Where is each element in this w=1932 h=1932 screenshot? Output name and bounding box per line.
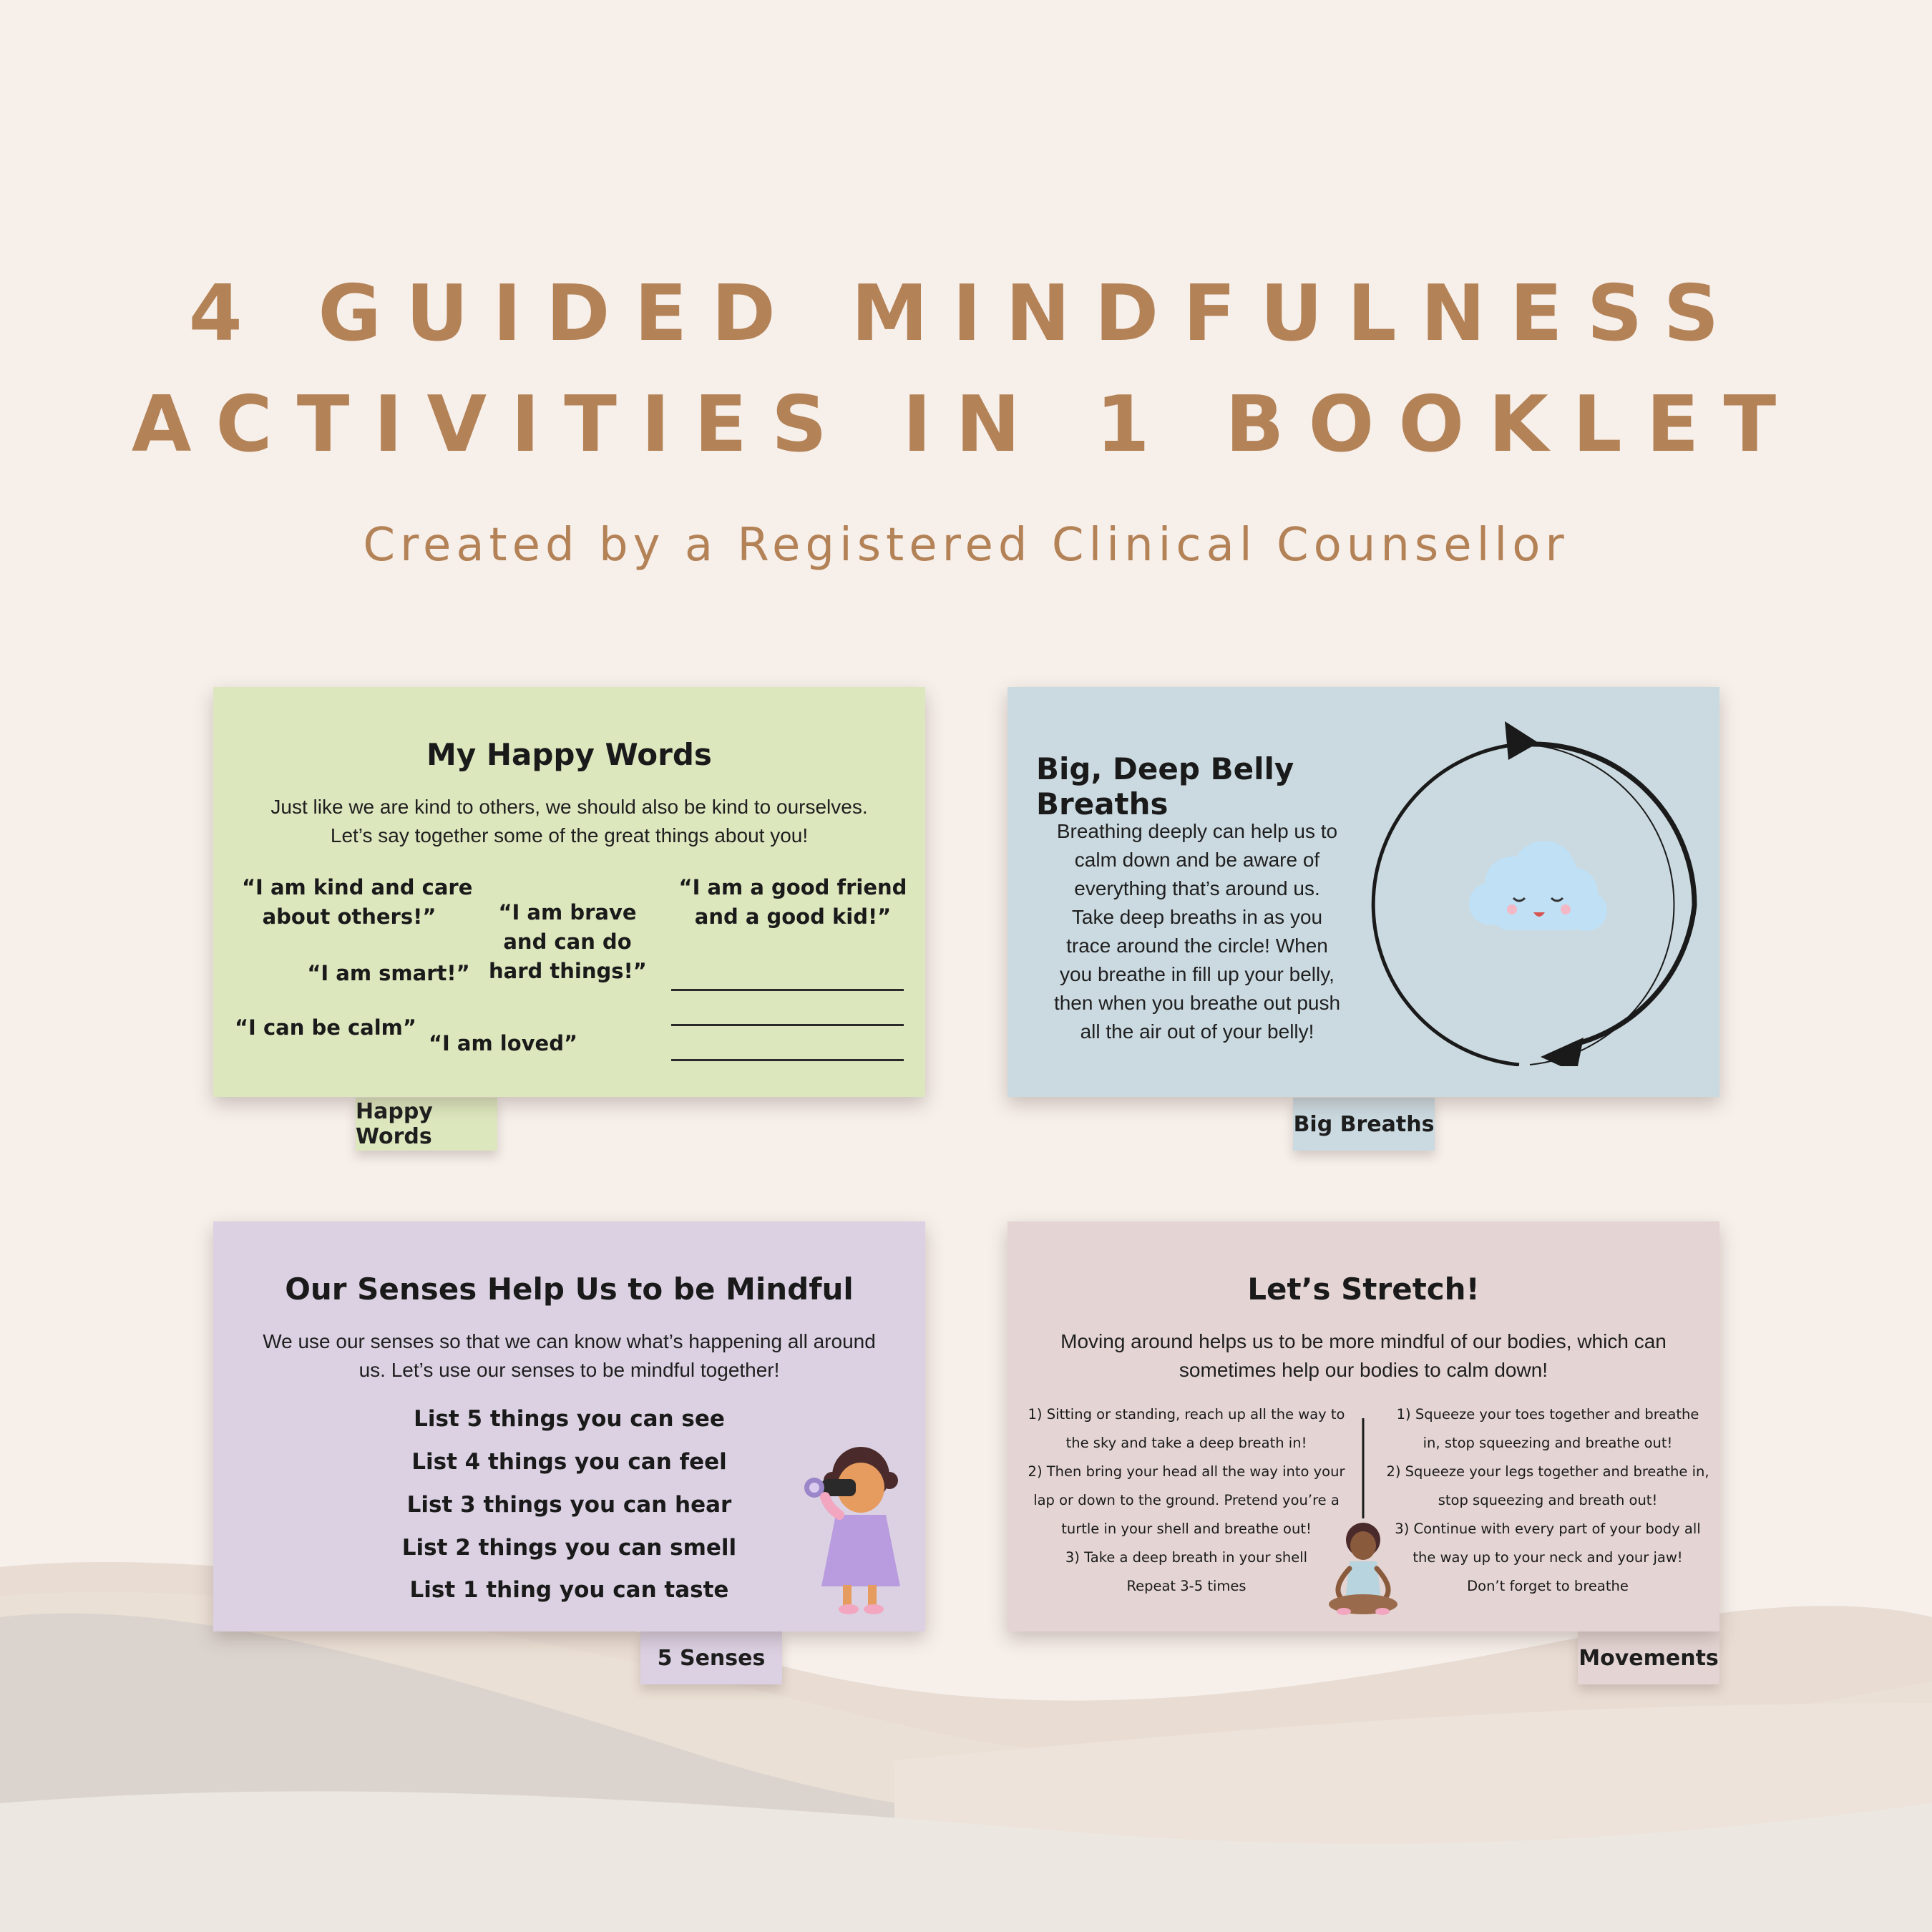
write-in-line[interactable] <box>671 989 904 991</box>
senses-list-item: List 1 thing you can taste <box>409 1577 729 1603</box>
senses-list-item: List 3 things you can hear <box>406 1492 732 1518</box>
card-title: My Happy Words <box>426 737 712 772</box>
affirmation-loved: “I am loved” <box>428 1031 578 1055</box>
smiling-cloud-icon <box>1462 834 1612 941</box>
tab-5-senses[interactable] <box>640 1631 782 1684</box>
tab-label: Happy Words <box>356 1099 433 1149</box>
card-body: Breathing deeply can help us to calm down and be aware of everything that’s around us. Take deep breaths in as you trace around the circle! When you breathe in fill up your belly, then when you breathe out push all the air out of your belly! <box>1053 820 1341 1043</box>
card-title: Our Senses Help Us to be Mindful <box>285 1272 854 1307</box>
card-big-breaths <box>1008 687 1719 1097</box>
affirmation-calm: “I can be calm” <box>235 1015 416 1040</box>
tab-big-breaths[interactable] <box>1293 1098 1435 1151</box>
write-in-line[interactable] <box>671 1059 904 1061</box>
intro-line: Just like we are kind to others, we should also be kind to ourselves. <box>270 796 868 818</box>
arrow-top-icon <box>1505 721 1538 760</box>
page-subtitle: Created by a Registered Clinical Counsellor <box>363 519 1569 572</box>
affirmation-smart: “I am smart!” <box>307 961 470 985</box>
card-happy-words <box>213 687 925 1097</box>
page-title-line-2: ACTIVITIES IN 1 BOOKLET <box>131 380 1801 469</box>
senses-list-item: List 2 things you can smell <box>401 1535 737 1561</box>
card-senses <box>213 1221 925 1631</box>
intro-line: Let’s say together some of the great things about you! <box>330 824 809 847</box>
affirmation-kind: “I am kind and care about others!” <box>242 875 473 929</box>
page-title-line-1: 4 GUIDED MINDFULNESS <box>188 269 1744 358</box>
card-intro: We use our senses so that we can know what’s happening all around us. Let’s use our senses to be mindful together! <box>263 1330 876 1381</box>
tab-label: Big Breaths <box>1293 1111 1435 1137</box>
tab-happy-words[interactable] <box>356 1098 497 1151</box>
tab-label: 5 Senses <box>657 1645 766 1671</box>
card-intro <box>213 793 925 850</box>
girl-with-binoculars-icon <box>793 1436 907 1619</box>
senses-list-item: List 4 things you can feel <box>411 1449 727 1475</box>
stretch-steps-left: 1) Sitting or standing, reach up all the way to the sky and take a deep breath in! 2) Then bring your head all the way into your lap or down to the ground. Pretend you’re a turtle in your shell and breathe out! 3) Take a deep breath in your shell Repeat 3-5 times <box>1028 1406 1345 1594</box>
card-intro: Moving around helps us to be more mindful of our bodies, which can sometimes help our bodies to calm down! <box>1060 1330 1667 1381</box>
write-in-line[interactable] <box>671 1024 904 1026</box>
affirmation-brave: “I am brave and can do hard things!” <box>489 900 647 983</box>
stretch-steps-right: 1) Squeeze your toes together and breathe in, stop squeezing and breathe out! 2) Squeeze your legs together and breathe in, stop squeezing and breath out! 3) Continue with every part of your body all the way up to your neck and your jaw! Don’t forget to breathe <box>1386 1406 1709 1594</box>
affirmation-friend: “I am a good friend and a good kid!” <box>678 875 907 929</box>
card-title: Big, Deep Belly Breaths <box>1036 751 1294 821</box>
tab-label: Movements <box>1579 1645 1719 1671</box>
meditating-girl-icon <box>1322 1418 1401 1622</box>
card-stretch <box>1008 1221 1719 1631</box>
tab-movements[interactable] <box>1578 1631 1719 1684</box>
card-title: Let’s Stretch! <box>1247 1272 1480 1307</box>
senses-list-item: List 5 things you can see <box>414 1406 725 1432</box>
